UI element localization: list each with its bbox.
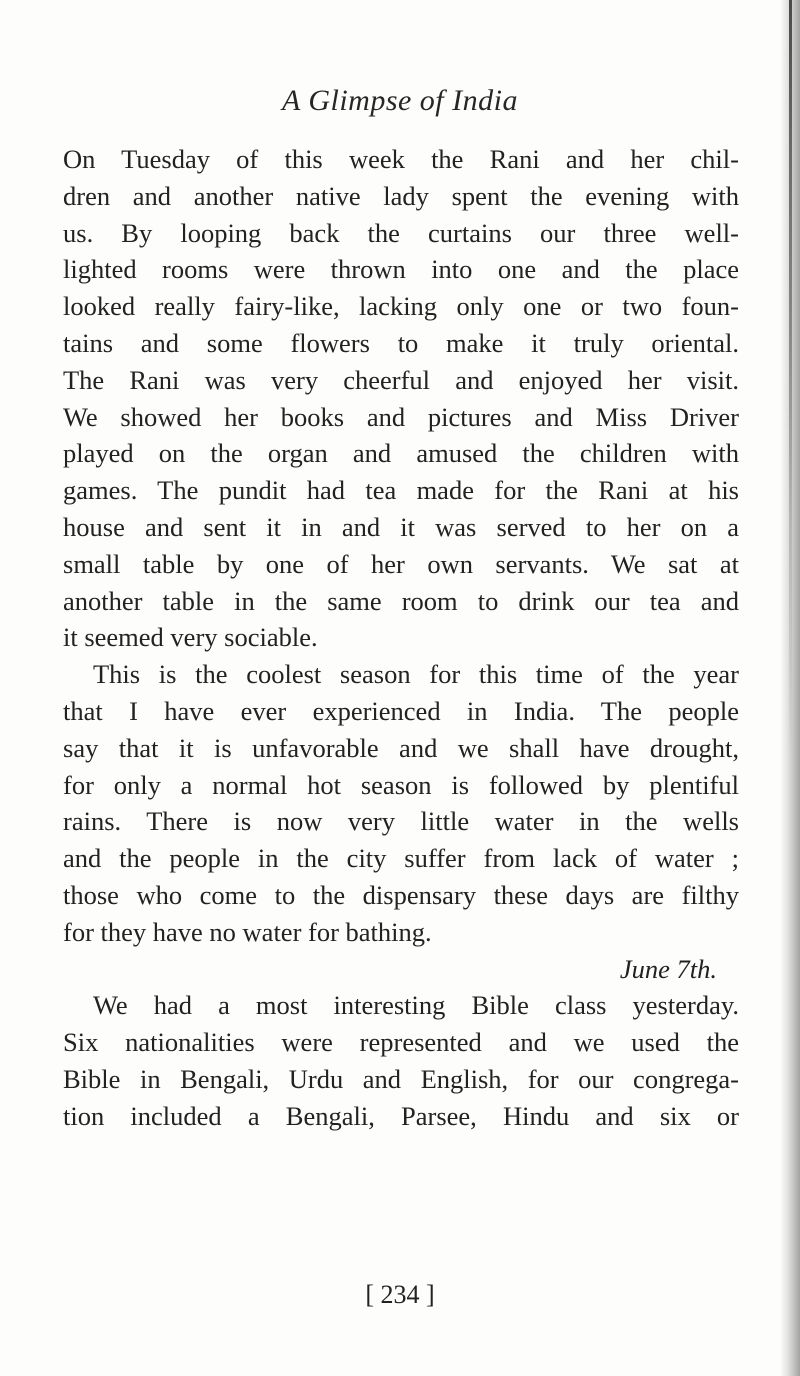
text-line: lighted rooms were thrown into one and the place [63, 254, 739, 285]
text-line: tion included a Bengali, Parsee, Hindu and six or [63, 1100, 739, 1131]
text-line: for only a normal hot season is followed by plentiful [63, 769, 739, 800]
text-line: We had a most interesting Bible class yesterday. [93, 990, 739, 1021]
text-line: The Rani was very cheerful and enjoyed her visit. [63, 364, 739, 395]
page-number: [ 234 ] [365, 1280, 435, 1309]
text-line: We showed her books and pictures and Miss Driver [63, 401, 739, 432]
text-line: games. The pundit had tea made for the Rani at his [63, 475, 739, 506]
text-line: This is the coolest season for this time of the year [93, 659, 739, 690]
text-line: house and sent it in and it was served to her on a [63, 511, 739, 542]
text-line: it seemed very sociable. [63, 622, 318, 653]
text-line: On Tuesday of this week the Rani and her chil- [63, 144, 739, 174]
text-line: those who come to the dispensary these days are filthy [63, 879, 739, 910]
text-line: for they have no water for bathing. [63, 916, 432, 947]
text-line: tains and some flowers to make it truly oriental. [63, 327, 739, 358]
text-line: that I have ever experienced in India. The people [63, 695, 739, 726]
text-line: and the people in the city suffer from lack of water ; [63, 843, 739, 874]
text-line: us. By looping back the curtains our three well- [63, 217, 739, 248]
text-line: Six nationalities were represented and we used the [63, 1027, 739, 1058]
text-line: dren and another native lady spent the evening with [63, 180, 739, 211]
body-text [63, 141, 739, 1135]
text-line: looked really fairy-like, lacking only one or two foun- [63, 291, 739, 322]
running-head: A Glimpse of India [282, 84, 518, 117]
text-line: Bible in Bengali, Urdu and English, for our congrega- [63, 1063, 739, 1094]
text-line: say that it is unfavorable and we shall have drought, [63, 732, 739, 763]
text-line: small table by one of her own servants. We sat at [63, 548, 739, 579]
text-line: played on the organ and amused the children with [63, 438, 739, 469]
entry-date: June 7th. [619, 953, 717, 984]
text-line: another table in the same room to drink our tea and [63, 585, 739, 616]
text-line: rains. There is now very little water in the wells [63, 806, 739, 837]
